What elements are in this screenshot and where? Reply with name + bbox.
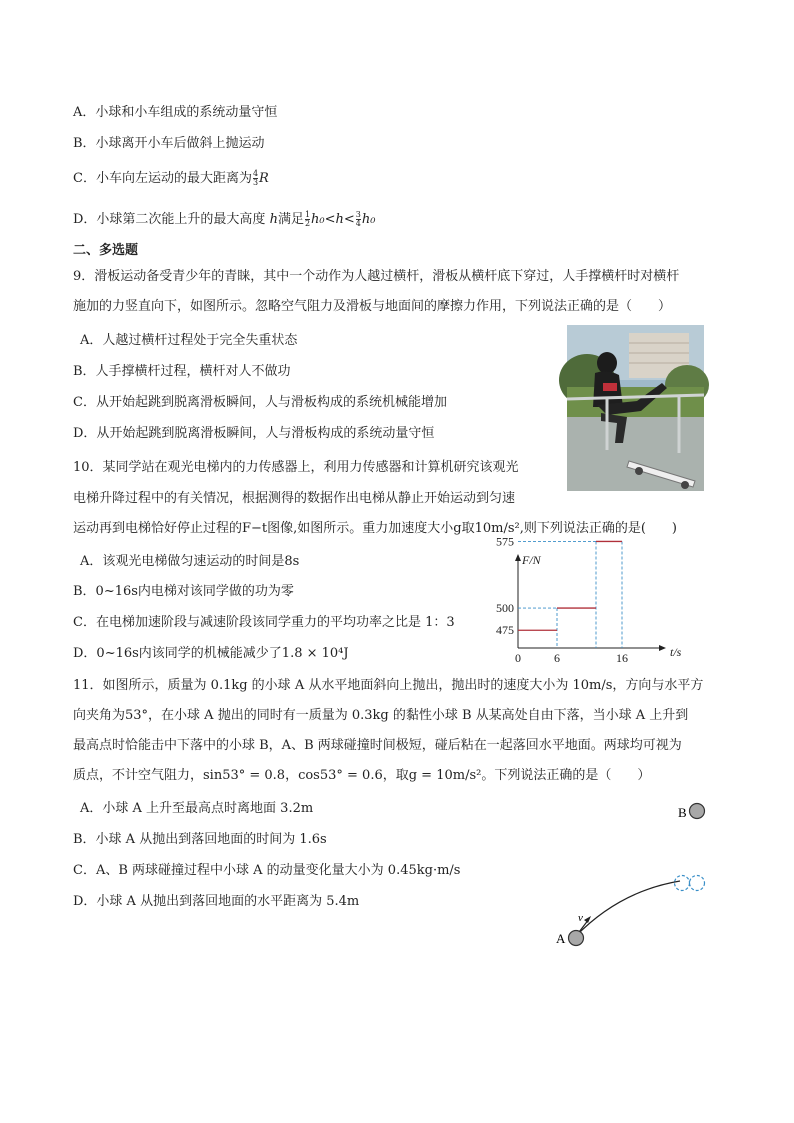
numerator: 3 [355, 210, 361, 219]
chart-labels [496, 534, 682, 665]
skateboarder-photo [567, 325, 704, 491]
q10-stem-line3: 运动再到电梯恰好停止过程的F−t图像,如图所示。重力加速度大小g取10m/s²,则下列说法正确的是( ) [73, 521, 677, 536]
q8-d-text: D．小球第二次能上升的最大高度 [73, 212, 270, 227]
q8-d-mid: 满足 [277, 212, 304, 227]
fraction [305, 211, 310, 228]
y-tick-label: 475 [496, 623, 514, 638]
q8-c-var: R [259, 171, 269, 186]
q8-option-c [73, 170, 269, 188]
ball-b-top [690, 876, 705, 891]
q11-option-a: A．小球 A 上升至最高点时离地面 3.2m [80, 801, 314, 816]
q8-option-a: A．小球和小车组成的系统动量守恒 [73, 105, 278, 120]
trajectory-curve [576, 881, 680, 936]
ball-a [569, 931, 584, 946]
q11-stem-line1: 11．如图所示，质量为 0.1kg 的小球 A 从水平地面斜向上抛出，抛出时的速度大小为 10m/s，方向与水平方 [73, 678, 704, 693]
fraction [253, 170, 258, 187]
q11-option-d: D．小球 A 从抛出到落回地面的水平距离为 5.4m [73, 894, 360, 909]
y-axis-arrow [515, 554, 521, 561]
q9-stem-line2: 施加的力竖直向下，如图所示。忽略空气阻力及滑板与地面间的摩擦力作用，下列说法正确的是（ ） [73, 299, 672, 314]
ball-b [690, 804, 705, 819]
velocity-arrowhead [584, 916, 591, 923]
x-tick-label: 6 [554, 651, 560, 665]
q8-d-var: h [269, 212, 278, 227]
x-axis-arrow [659, 645, 666, 651]
q11-stem-line4: 质点，不计空气阻力，sin53° = 0.8，cos53° = 0.6，取g = 10m/s²。下列说法正确的是（ ） [73, 768, 651, 783]
x-tick-label: 16 [616, 651, 628, 665]
ball-a-label: A [556, 931, 566, 946]
y-tick-label: 575 [496, 534, 514, 549]
force-time-chart [488, 534, 700, 672]
q11-stem-line2: 向夹角为53°，在小球 A 抛出的同时有一质量为 0.3kg 的黏性小球 B 从某高处自由下落，当小球 A 上升到 [73, 708, 689, 723]
q9-stem-line1: 9．滑板运动备受青少年的青睐，其中一个动作为人越过横杆，滑板从横杆底下穿过，人手撑横杆时对横杆 [73, 269, 680, 284]
q8-d-h0: h₀ [361, 212, 376, 227]
q10-option-b: B．0~16s内电梯对该同学做的功为零 [73, 584, 294, 599]
ball-a-top [675, 876, 690, 891]
denominator: 4 [355, 219, 361, 228]
y-axis-label: F/N [522, 553, 541, 567]
ball-b-label: B [678, 805, 687, 820]
denominator: 2 [304, 219, 311, 228]
q9-option-b: B．人手撑横杆过程，横杆对人不做功 [73, 364, 291, 379]
numerator: 1 [304, 210, 311, 219]
q9-option-a: A．人越过横杆过程处于完全失重状态 [80, 333, 298, 348]
q10-option-c: C．在电梯加速阶段与减速阶段该同学重力的平均功率之比是 1：3 [73, 615, 455, 630]
q10-stem-line2: 电梯升降过程中的有关情况，根据测得的数据作出电梯从静止开始运动到匀速 [73, 491, 516, 506]
q9-option-d: D．从开始起跳到脱离滑板瞬间，人与滑板构成的系统动量守恒 [73, 426, 435, 441]
q10-stem-line1: 10．某同学站在观光电梯内的力传感器上，利用力传感器和计算机研究该观光 [73, 460, 519, 475]
velocity-label: v [578, 912, 583, 924]
q11-stem-line3: 最高点时恰能击中下落中的小球 B，A、B 两球碰撞时间极短，碰后粘在一起落回水平地面。两球均可视为 [73, 738, 682, 753]
q8-option-b: B．小球离开小车后做斜上抛运动 [73, 136, 265, 151]
denominator: 3 [252, 178, 259, 187]
q10-option-d: D．0~16s内该同学的机械能减少了1.8 × 10⁴J [73, 646, 349, 661]
q8-option-d [73, 211, 375, 229]
q11-option-b: B．小球 A 从抛出到落回地面的时间为 1.6s [73, 832, 327, 847]
x-tick-label: 0 [515, 651, 521, 665]
q10-option-a: A．该观光电梯做匀速运动的时间是8s [80, 554, 300, 569]
y-tick-label: 500 [496, 601, 514, 616]
projectile-diagram [550, 795, 720, 955]
q9-option-c: C．从开始起跳到脱离滑板瞬间，人与滑板构成的系统机械能增加 [73, 395, 447, 410]
x-axis-label: t/s [670, 645, 682, 659]
q8-c-text: C．小车向左运动的最大距离为 [73, 171, 252, 186]
q11-option-c: C．A、B 两球碰撞过程中小球 A 的动量变化量大小为 0.45kg·m/s [73, 863, 461, 878]
section-heading: 二、多选题 [73, 243, 139, 258]
q8-d-ineq: h₀<h< [311, 212, 355, 227]
fraction [356, 211, 361, 228]
numerator: 4 [252, 169, 259, 178]
chart-axes [515, 554, 666, 651]
